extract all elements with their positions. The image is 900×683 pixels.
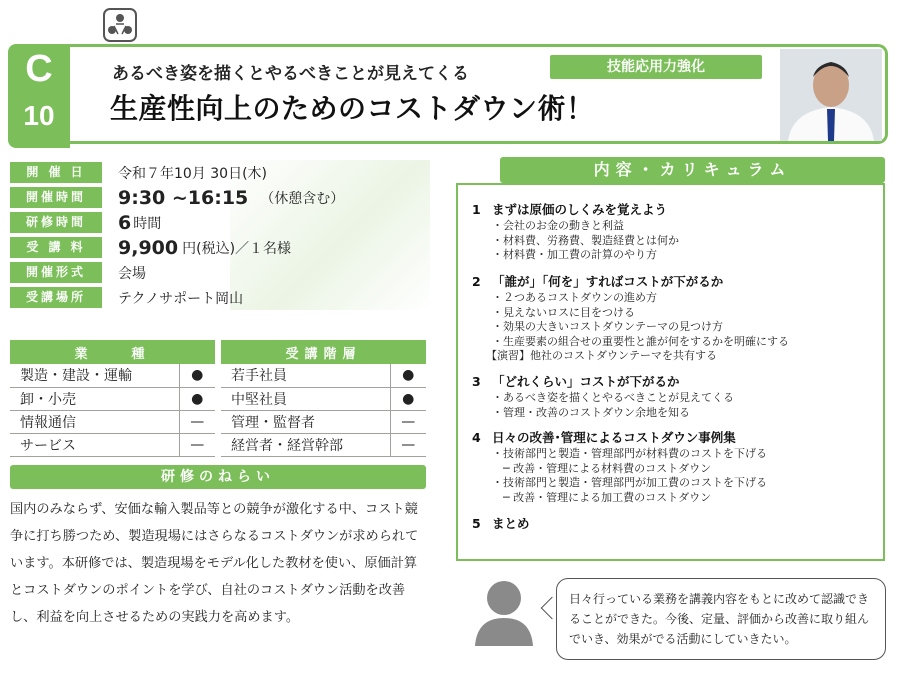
course-code (8, 44, 70, 148)
list-item: ・材料費、労務費、製造経費とは何か (492, 233, 679, 247)
curriculum-section-1 (472, 201, 679, 263)
info-label: 開催時間 (10, 187, 102, 208)
info-row-format (10, 260, 430, 285)
list-item: ・会社のお金の動きと利益 (492, 219, 624, 232)
info-label: 開催形式 (10, 262, 102, 283)
level-mark: ● (390, 364, 426, 387)
testimonial-bubble: 日々行っている業務を講義内容をもとに改めて認識できることができた。今後、定量、評価から改善に取り組んでいき、効果がでる活動にしていきたい。 (556, 578, 886, 660)
event-info (10, 160, 430, 310)
list-item: ・見えないロスに目をつける (492, 305, 635, 319)
course-code-letter: C (25, 48, 53, 90)
list-item: ・管理・改善のコストダウン余地を知る (492, 405, 690, 419)
industry-cell: 情報通信 (10, 410, 179, 433)
info-row-duration (10, 210, 430, 235)
info-label: 受 講 料 (10, 237, 102, 258)
person-icon (475, 578, 533, 646)
industry-cell: 製造・建設・運輸 (10, 364, 179, 387)
table-row (10, 410, 426, 433)
header-box (70, 44, 888, 144)
info-value-venue: テクノサポート岡山 (118, 290, 244, 307)
aim-text: 国内のみならず、安価な輸入製品等との競争が激化する中、コスト競争に打ち勝つため、製造現場にはさらなるコストダウンが求められています。本研修では、製造現場をモデル化した教材を使い、原価計算とコストダウンのポイントを学び、自社のコストダウン活動を改善し、利益を向上させるための実践力を高めます。 (10, 502, 419, 625)
section-number: 5 (472, 516, 481, 531)
table-row (10, 364, 426, 387)
level-cell: 経営者・経営幹部 (221, 433, 390, 456)
list-item: ─ 改善・管理による加工費のコストダウン (492, 490, 712, 504)
info-row-venue (10, 285, 430, 310)
section-title: 日々の改善･管理によるコストダウン事例集 (492, 430, 736, 445)
level-mark: ● (390, 387, 426, 410)
section-number: 3 (472, 374, 481, 389)
info-row-fee (10, 235, 430, 260)
info-note-time: （休憩含む） (260, 190, 345, 207)
section-title: まずは原価のしくみを覚えよう (492, 202, 668, 217)
list-item: ・技術部門と製造・管理部門が加工費のコストを下げる (492, 476, 767, 489)
curriculum-section-5 (472, 515, 530, 533)
industry-cell: 卸・小売 (10, 387, 179, 410)
section-title: 「誰が」「何を」すればコストが下がるか (492, 274, 724, 289)
curriculum-section-4 (472, 429, 767, 505)
table-row (10, 387, 426, 410)
info-value-fee: 9,900 (118, 236, 179, 259)
info-value-date: 令和７年10月 30日(木) (118, 165, 268, 182)
list-item: 【演習】他社のコストダウンテーマを共有する (486, 349, 717, 362)
aim-heading: 研修のねらい (10, 465, 426, 489)
list-item: ・材料費・加工費の計算のやり方 (492, 248, 657, 261)
industry-header: 業 種 (10, 340, 215, 364)
industry-mark: ● (179, 387, 215, 410)
info-note-duration: 時間 (133, 215, 162, 232)
curriculum-section-2 (472, 273, 789, 364)
target-table (10, 340, 426, 457)
info-row-date (10, 160, 430, 185)
industry-mark: — (179, 410, 215, 433)
info-label: 開 催 日 (10, 162, 102, 183)
level-mark: — (390, 433, 426, 456)
info-note-fee: 円(税込)／１名様 (182, 240, 292, 257)
curriculum-heading: 内容・カリキュラム (500, 157, 885, 183)
level-cell: 中堅社員 (221, 387, 390, 410)
list-item: ・技術部門と製造・管理部門が材料費のコストを下げる (492, 447, 767, 460)
page-title: 生産性向上のためのコストダウン術！ (110, 92, 595, 125)
section-number: 2 (472, 274, 481, 289)
list-item: ・生産要素の組合せの重要性と誰が何をするかを明確にする (492, 334, 789, 348)
level-mark: — (390, 410, 426, 433)
section-title: 「どれくらい」コストが下がるか (492, 374, 680, 389)
course-code-number: 10 (23, 100, 55, 131)
section-number: 1 (472, 202, 481, 217)
info-value-format: 会場 (118, 265, 146, 282)
level-header: 受講階層 (221, 340, 426, 364)
table-row (10, 433, 426, 456)
industry-mark: — (179, 433, 215, 456)
level-cell: 若手社員 (221, 364, 390, 387)
info-row-time (10, 185, 430, 210)
info-value-time: 9:30 ~16:15 (118, 186, 249, 209)
industry-mark: ● (179, 364, 215, 387)
info-label: 研修時間 (10, 212, 102, 233)
info-label: 受講場所 (10, 287, 102, 308)
list-item: ・あるべき姿を描くとやるべきことが見えてくる (492, 391, 734, 404)
list-item: ・２つあるコストダウンの進め方 (492, 291, 657, 304)
list-item: ─ 改善・管理による材料費のコストダウン (492, 461, 712, 475)
info-value-duration: 6 (118, 211, 132, 234)
level-cell: 管理・監督者 (221, 410, 390, 433)
group-people-icon (103, 8, 137, 42)
section-number: 4 (472, 430, 481, 445)
instructor-photo (780, 49, 882, 141)
category-badge: 技能応用力強化 (550, 55, 762, 79)
list-item: ・効果の大きいコストダウンテーマの見つけ方 (492, 320, 723, 333)
industry-cell: サービス (10, 433, 179, 456)
curriculum-section-3 (472, 373, 734, 420)
subtitle: あるべき姿を描くとやるべきことが見えてくる (112, 64, 469, 84)
section-title: まとめ (492, 516, 530, 531)
curriculum-box (456, 183, 885, 561)
